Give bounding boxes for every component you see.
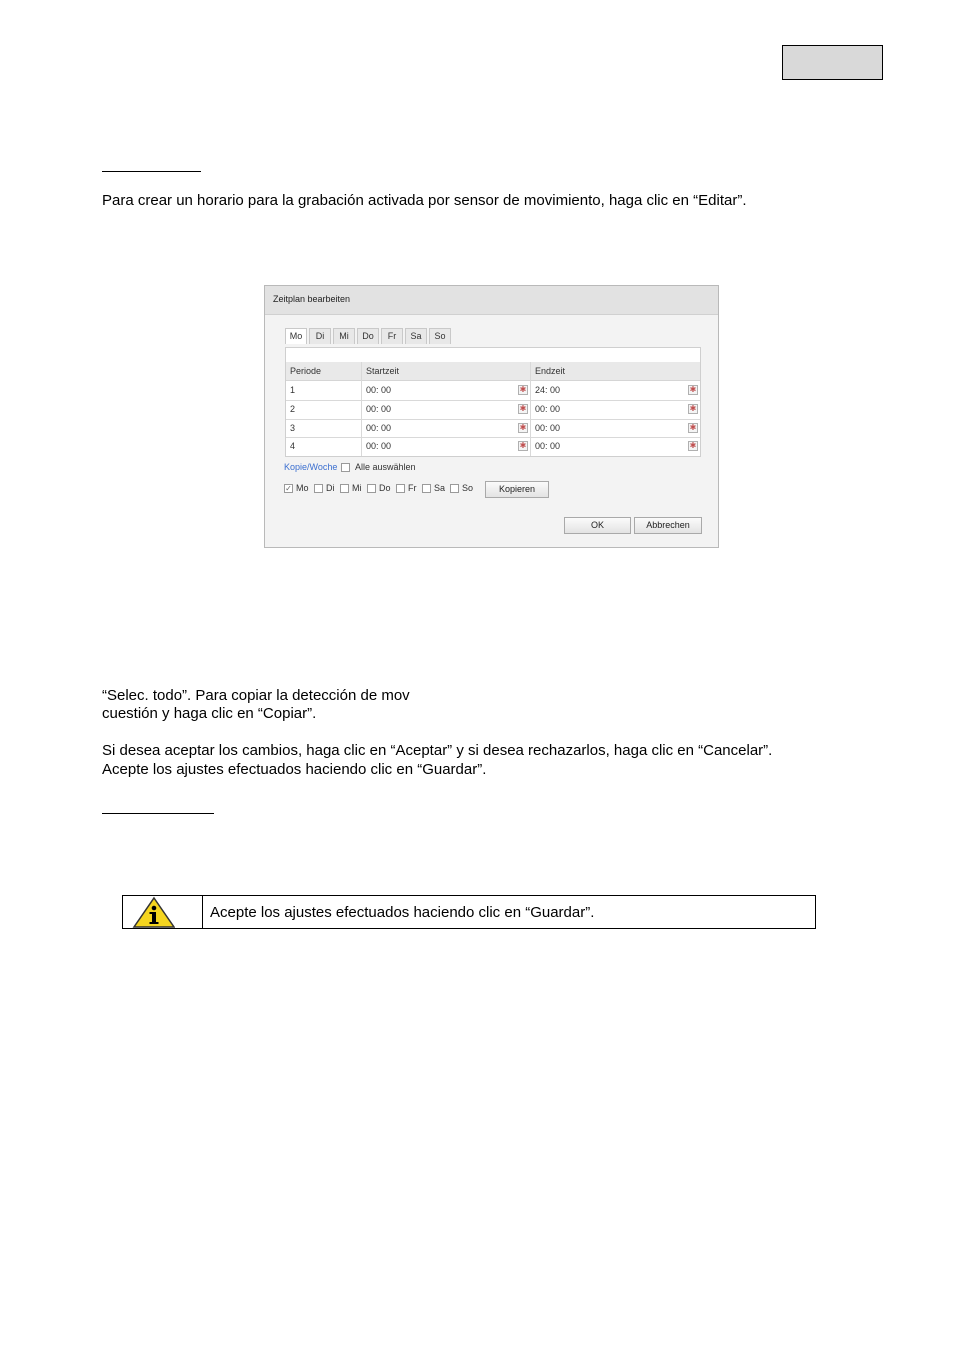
- language-marker-box: [782, 45, 883, 80]
- dialog-header: [265, 286, 718, 315]
- clock-icon[interactable]: ✱: [519, 404, 527, 413]
- end-time-field[interactable]: 00: 00: [535, 441, 561, 451]
- clock-icon[interactable]: ✱: [519, 423, 527, 432]
- clock-icon[interactable]: ✱: [689, 385, 697, 394]
- accept-instructions-line-1: Si desea aceptar los cambios, haga clic en “Aceptar” y si desea rechazarlos, haga clic en “Cancelar”.: [102, 742, 773, 759]
- end-time-field[interactable]: 00: 00: [535, 404, 561, 414]
- clock-icon[interactable]: ✱: [689, 441, 697, 450]
- start-time-field[interactable]: 00: 00: [366, 385, 392, 395]
- column-divider: [361, 362, 362, 456]
- clock-icon[interactable]: ✱: [519, 385, 527, 394]
- day-checkbox-mi[interactable]: [340, 484, 349, 493]
- day-checkbox-label: Fr: [408, 483, 417, 493]
- select-all-checkbox[interactable]: [341, 463, 350, 472]
- day-checkbox-label: Sa: [434, 483, 446, 493]
- schedule-table: [285, 347, 701, 457]
- section-heading-rule: [102, 813, 214, 814]
- column-header-end: Endzeit: [535, 366, 566, 376]
- day-checkbox-label: Mo: [296, 483, 309, 493]
- end-time-field[interactable]: 24: 00: [535, 385, 561, 395]
- clock-icon[interactable]: ✱: [689, 423, 697, 432]
- start-time-field[interactable]: 00: 00: [366, 423, 392, 433]
- row-period: 2: [290, 404, 296, 414]
- row-divider: [286, 437, 700, 438]
- column-header-start: Startzeit: [366, 366, 400, 376]
- clock-icon[interactable]: ✱: [689, 404, 697, 413]
- schedule-table-header: [286, 362, 700, 381]
- day-checkbox-fr[interactable]: [396, 484, 405, 493]
- day-checkbox-mo[interactable]: ✓: [285, 484, 292, 493]
- ok-button[interactable]: OK: [564, 517, 631, 534]
- day-checkbox-sa[interactable]: [422, 484, 431, 493]
- accept-instructions-line-2: Acepte los ajustes efectuados haciendo clic en “Guardar”.: [102, 761, 487, 778]
- column-header-period: Periode: [290, 366, 322, 376]
- tab-di[interactable]: Di: [309, 328, 331, 344]
- copy-instructions-line-2: cuestión y haga clic en “Copiar”.: [102, 705, 317, 722]
- tab-so[interactable]: So: [429, 328, 451, 344]
- day-checkbox-so[interactable]: [450, 484, 459, 493]
- end-time-field[interactable]: 00: 00: [535, 423, 561, 433]
- info-note-text: Acepte los ajustes efectuados haciendo clic en “Guardar”.: [210, 904, 595, 921]
- day-checkbox-label: Mi: [352, 483, 362, 493]
- dialog-title: Zeitplan bearbeiten: [273, 294, 351, 304]
- copy-button[interactable]: Kopieren: [485, 481, 549, 498]
- intro-paragraph: Para crear un horario para la grabación activada por sensor de movimiento, haga clic en “Editar”.: [102, 192, 747, 209]
- info-warning-icon: [127, 896, 175, 928]
- day-tabs: [285, 328, 453, 344]
- info-note-box: [122, 895, 816, 929]
- start-time-field[interactable]: 00: 00: [366, 441, 392, 451]
- copy-instructions-line-1: “Selec. todo”. Para copiar la detección de mov: [102, 687, 410, 704]
- row-divider: [286, 419, 700, 420]
- tab-mo[interactable]: Mo: [285, 328, 307, 344]
- section-heading-rule: [102, 171, 201, 172]
- row-divider: [286, 400, 700, 401]
- row-period: 4: [290, 441, 296, 451]
- day-checkbox-label: So: [462, 483, 474, 493]
- day-checkbox-di[interactable]: [314, 484, 323, 493]
- column-divider: [530, 362, 531, 456]
- tab-fr[interactable]: Fr: [381, 328, 403, 344]
- row-period: 1: [290, 385, 296, 395]
- day-checkbox-do[interactable]: [367, 484, 376, 493]
- day-checkbox-label: Di: [326, 483, 335, 493]
- start-time-field[interactable]: 00: 00: [366, 404, 392, 414]
- info-icon-cell: [123, 896, 203, 928]
- copy-week-link[interactable]: Kopie/Woche: [284, 462, 338, 472]
- schedule-dialog: [264, 285, 719, 548]
- clock-icon[interactable]: ✱: [519, 441, 527, 450]
- tab-sa[interactable]: Sa: [405, 328, 427, 344]
- cancel-button[interactable]: Abbrechen: [634, 517, 702, 534]
- tab-mi[interactable]: Mi: [333, 328, 355, 344]
- day-checkbox-label: Do: [379, 483, 391, 493]
- row-period: 3: [290, 423, 296, 433]
- select-all-label: Alle auswählen: [355, 462, 416, 472]
- tab-do[interactable]: Do: [357, 328, 379, 344]
